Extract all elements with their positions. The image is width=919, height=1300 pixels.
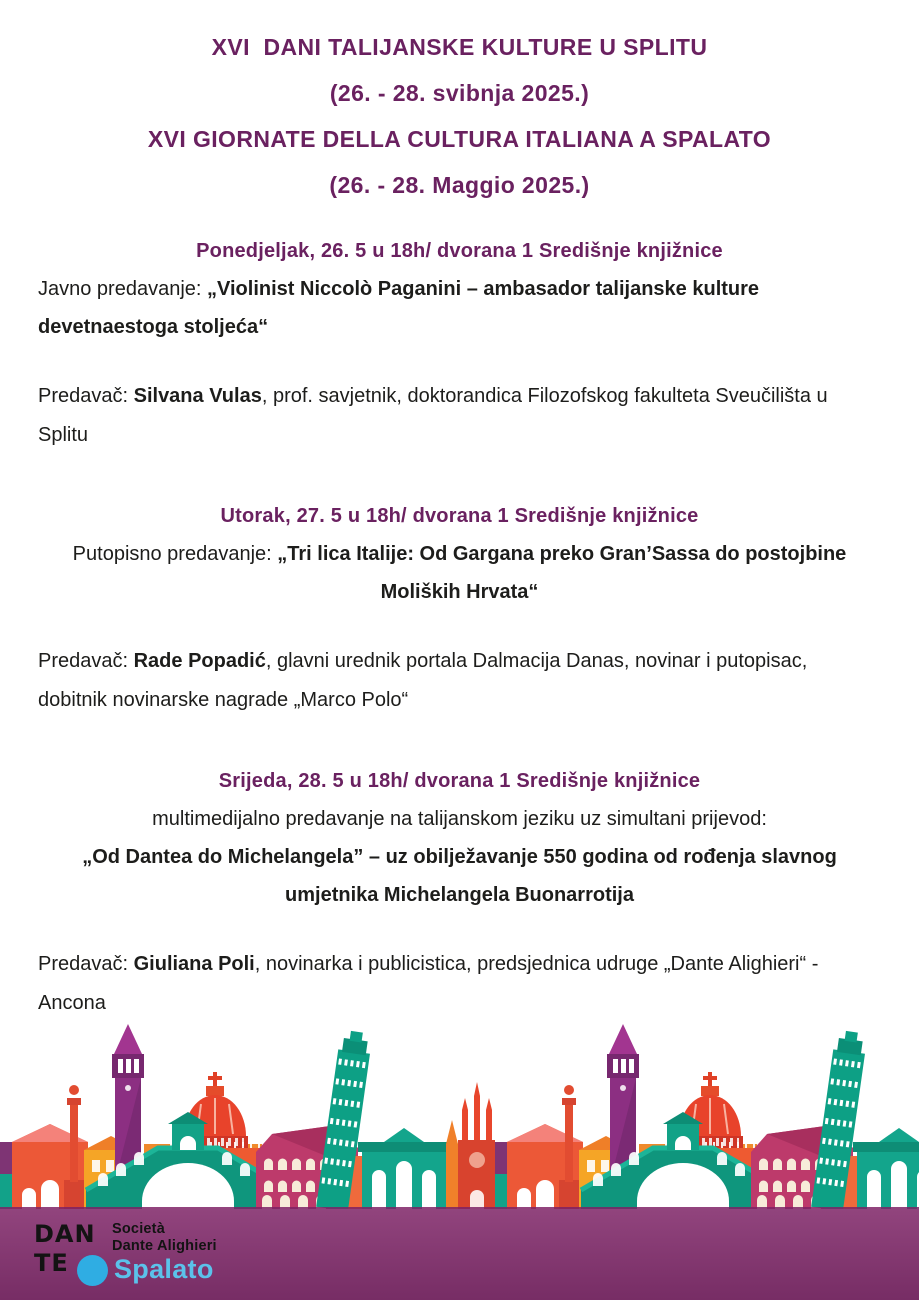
organization-name-line1: Società	[112, 1221, 165, 1237]
speaker-name: Silvana Vulas	[133, 385, 262, 407]
event-wednesday-lecture: „Od Dantea do Michelangela” – uz obilježavanje 550 godina od rođenja slavnog umjetnika Michelangela Buonarrotija	[82, 846, 837, 906]
organization-name-line2: Dante Alighieri	[112, 1237, 217, 1254]
event-tuesday-header: Utorak, 27. 5 u 18h/ dvorana 1 Središnje knjižnice	[220, 505, 699, 527]
speaker-description: , prof. savjetnik, doktorandica Filozofskog fakulteta Sveučilišta u Splitu	[38, 385, 828, 446]
speaker-name: Rade Popadić	[133, 650, 266, 672]
lecture-title: „Violinist Niccolò Paganini – ambasador talijanske kulture devetnaestoga stoljeća“	[38, 278, 760, 338]
event-tuesday-lecture	[38, 535, 881, 611]
speaker-label: Predavač:	[38, 953, 134, 975]
title-dates-croatian: (26. - 28. svibnja 2025.)	[329, 80, 590, 106]
event-wednesday-intro: multimedijalno predavanje na talijanskom jeziku uz simultani prijevod:	[152, 808, 767, 830]
event-monday-header: Ponedjeljak, 26. 5 u 18h/ dvorana 1 Središnje knjižnice	[196, 240, 723, 262]
event-wednesday-header: Srijeda, 28. 5 u 18h/ dvorana 1 Središnje knjižnice	[218, 770, 701, 792]
footer-artwork	[0, 1024, 919, 1300]
speaker-name: Giuliana Poli	[133, 953, 255, 975]
speaker-description: , glavni urednik portala Dalmacija Danas, novinar i putopisac, dobitnik novinarske nagrade „Marco Polo“	[38, 650, 808, 711]
lecture-type-label: Javno predavanje:	[38, 278, 208, 300]
speaker-label: Predavač:	[38, 385, 134, 407]
poster-title	[38, 24, 881, 208]
speaker-label: Predavač:	[38, 650, 134, 672]
title-dates-italian: (26. - 28. Maggio 2025.)	[329, 172, 590, 198]
speaker-description: , novinarka i publicistica, predsjednica udruge „Dante Alighieri“ - Ancona	[38, 953, 819, 1014]
event-monday	[38, 232, 881, 455]
footer-band	[0, 1207, 919, 1300]
italy-skyline-icon	[0, 1024, 919, 1209]
event-monday-speaker	[38, 377, 881, 455]
event-wednesday	[38, 762, 881, 1023]
dante-logo-line1: DAN	[34, 1220, 96, 1248]
lecture-title: „Tri lica Italije: Od Gargana preko Gran’Sassa do postojbine Moliških Hrvata“	[277, 543, 847, 603]
event-monday-lecture	[38, 270, 881, 346]
organization-name	[112, 1221, 217, 1254]
dante-logo-dot-icon	[77, 1255, 108, 1286]
event-tuesday	[38, 497, 881, 720]
chapter-city-label: Spalato	[114, 1254, 214, 1284]
italy-skyline-illustration	[0, 1024, 919, 1209]
dante-logo-line2: TE	[34, 1249, 69, 1277]
lecture-type-label: Putopisno predavanje:	[72, 543, 278, 565]
title-line-italian: XVI GIORNATE DELLA CULTURA ITALIANA A SPALATO	[147, 126, 772, 152]
event-tuesday-speaker	[38, 642, 881, 720]
title-line-croatian: XVI DANI TALIJANSKE KULTURE U SPLITU	[211, 34, 708, 60]
event-wednesday-speaker	[38, 945, 881, 1023]
